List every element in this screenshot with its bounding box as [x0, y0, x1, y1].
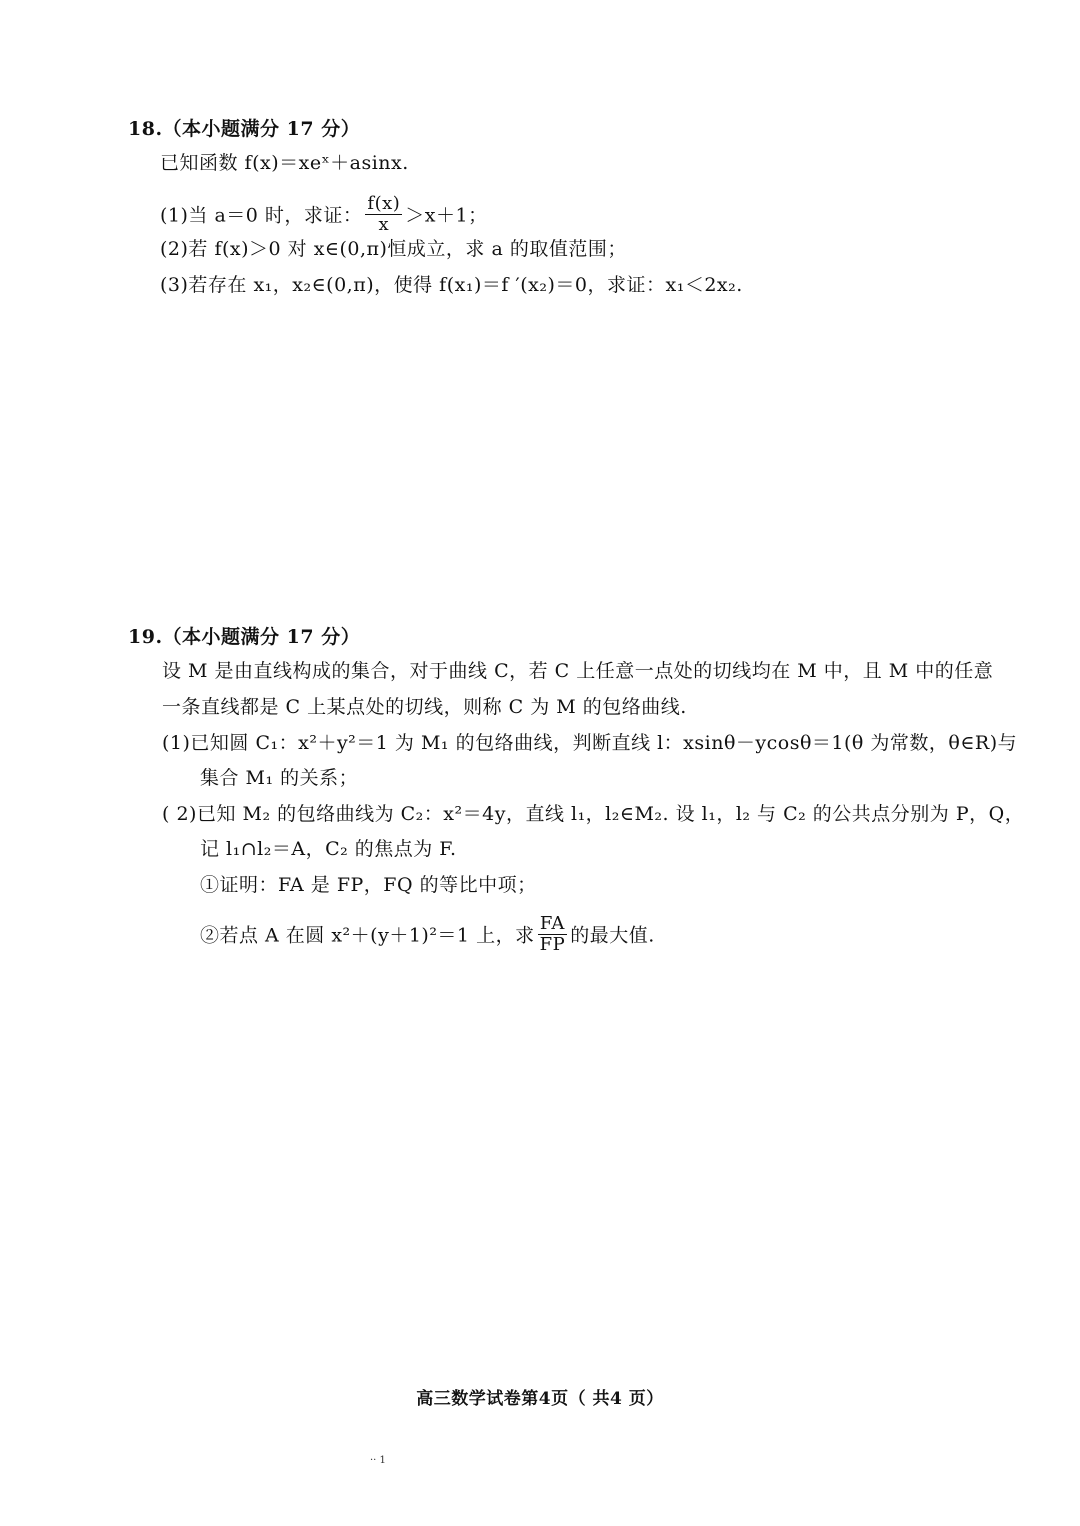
q18-part1-tail: ＞x＋1； — [405, 204, 488, 227]
q18-part1 — [160, 193, 488, 237]
q18-part1-fraction — [365, 194, 402, 235]
q18-header: 18.（本小题满分 17 分） — [128, 118, 361, 140]
q19-part2-line1: ( 2)已知 M₂ 的包络曲线为 C₂：x²＝4y，直线 l₁，l₂∈M₂. 设 l₁，l₂ 与 C₂ 的公共点分别为 P，Q， — [162, 803, 1025, 825]
fraction-numerator: f(x) — [367, 193, 401, 214]
q18-part1-text: (1)当 a＝0 时，求证： — [160, 204, 363, 227]
q19-sub2-fraction — [538, 914, 568, 955]
q19-header: 19.（本小题满分 17 分） — [128, 626, 361, 648]
q19-part2-line2: 记 l₁∩l₂＝A，C₂ 的焦点为 F. — [200, 838, 457, 860]
q19-intro-line2: 一条直线都是 C 上某点处的切线，则称 C 为 M 的包络曲线. — [162, 696, 687, 718]
fraction-denominator: FP — [539, 934, 566, 955]
q18-part2: (2)若 f(x)＞0 对 x∈(0,π)恒成立，求 a 的取值范围； — [160, 238, 627, 260]
q19-sub2-tail: 的最大值. — [570, 924, 655, 947]
fraction-denominator: x — [378, 214, 390, 235]
q19-intro-line1: 设 M 是由直线构成的集合，对于曲线 C，若 C 上任意一点处的切线均在 M 中，且 M 中的任意 — [162, 660, 994, 682]
fraction-numerator: FA — [539, 913, 565, 934]
q19-part1-line2: 集合 M₁ 的关系； — [200, 767, 359, 789]
page-footer: 高三数学试卷第4页（ 共4 页） — [416, 1389, 664, 1409]
q18-stem: 已知函数 f(x)＝xeˣ＋asinx. — [160, 152, 409, 174]
q18-part3: (3)若存在 x₁，x₂∈(0,π)，使得 f(x₁)＝f ′(x₂)＝0，求证：x₁＜2x₂. — [160, 274, 743, 296]
q19-sub2-text: ②若点 A 在圆 x²＋(y＋1)²＝1 上，求 — [200, 924, 535, 947]
q19-sub1: ①证明：FA 是 FP，FQ 的等比中项； — [200, 874, 537, 896]
stray-mark: ·· 1 — [370, 1455, 386, 1466]
q19-sub2 — [200, 913, 655, 957]
q19-part1-line1: (1)已知圆 C₁：x²＋y²＝1 为 M₁ 的包络曲线，判断直线 l：xsinθ－ycosθ＝1(θ 为常数，θ∈R)与 — [162, 732, 1018, 754]
